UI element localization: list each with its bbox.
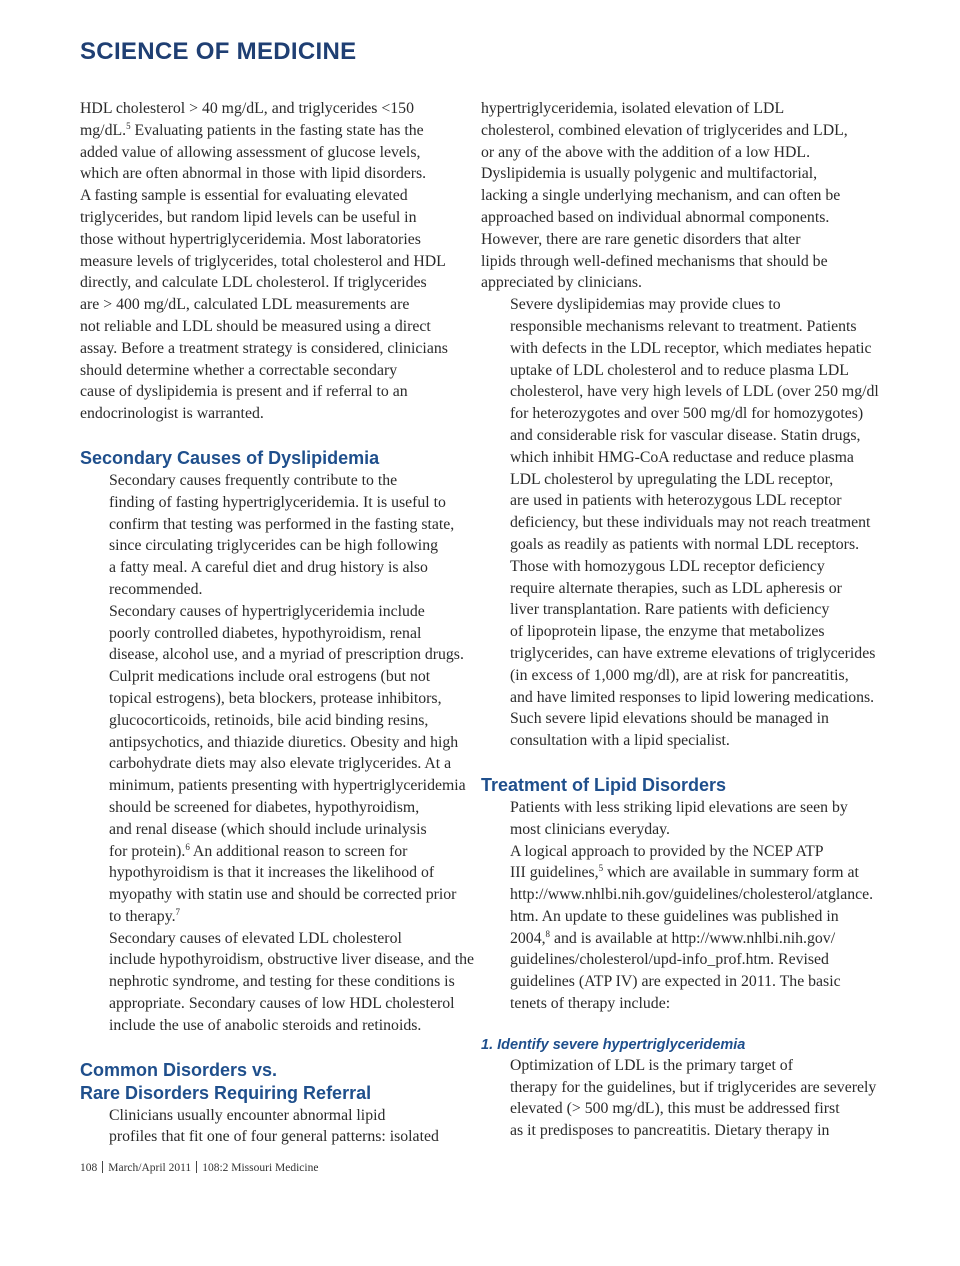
- footer-divider: [102, 1161, 103, 1173]
- page-number: 108: [80, 1162, 98, 1174]
- section-title: SCIENCE OF MEDICINE: [80, 38, 357, 65]
- citation-ref: 5: [598, 863, 604, 874]
- citation-ref: 7: [175, 906, 181, 917]
- journal-name: 108:2 Missouri Medicine: [202, 1162, 319, 1174]
- citation-ref: 6: [185, 841, 190, 852]
- citation-ref: 5: [126, 120, 131, 131]
- heading-identify-hypertriglyceridemia: 1. Identify severe hypertriglyceridemia: [481, 1036, 746, 1053]
- issue-date: March/April 2011: [108, 1162, 192, 1174]
- paragraph: A logical approach to provided by the NCEP ATP III guidelines,$^5$ which are available in summary form at http://www.nhlbi.nih.gov/guidelines/cholesterol/atglance. htm. An update to these guidelines was published in 2004,$^8$ and is available at http://www.nhlbi.nih.gov/ guidelines/cholesterol/upd-info_prof.htm. Revised guidelines (ATP IV) are expected in 2011. The basic tenets of therapy include:: [510, 842, 874, 1013]
- heading-treatment: Treatment of Lipid Disorders: [481, 774, 727, 795]
- paragraph: Severe dyslipidemias may provide clues to responsible mechanisms relevant to treatment. Patients with defects in the LDL receptor, which mediates hepatic uptake of LDL cholesterol and to reduce plasma LDL cholesterol, have very high levels of LDL (over 250 mg/dl for heterozygotes and over 500 mg/dl for homozygotes) and considerable risk for vascular disease. Statin drugs, which inhibit HMG-CoA reductase and reduce plasma LDL cholesterol by upregulating the LDL receptor, are used in patients with heterozygous LDL receptor deficiency, but these individuals may not reach treatment goals as readily as patients with normal LDL receptors. Those with homozygous LDL receptor deficiency require alternate therapies, such as LDL apheresis or liver transplantation. Rare patients with deficiency of lipoprotein lipase, the enzyme that metabolizes triglycerides, can have extreme elevations of triglycerides (in excess of 1,000 mg/dl), are at risk for pancreatitis, and have limited responses to lipid lowering medications. Such severe lipid elevations should be managed in consultation with a lipid specialist.: [510, 296, 879, 750]
- paragraph: hypertriglyceridemia, isolated elevation of LDL cholesterol, combined elevation of triglycerides and LDL, or any of the above with the addition of a low HDL. Dyslipidemia is usually polygenic and multifactorial, lacking a single underlying mechanism, and can often be approached based on individual abnormal components. However, there are rare genetic disorders that alter lipids through well-defined mechanisms that should be appreciated by clinicians.: [481, 100, 848, 292]
- left-column: [80, 98, 475, 1148]
- paragraph: HDL cholesterol > 40 mg/dL, and triglycerides <150 mg/dL.$^5$ Evaluating patients in the fasting state has the added value of allowing assessment of glucose levels, which are often abnormal in those with lipid disorders. A fasting sample is essential for evaluating elevated triglycerides, but random lipid levels can be useful in those without hypertriglyceridemia. Most laboratories measure levels of triglycerides, total cholesterol and HDL directly, and calculate LDL cholesterol. If triglycerides are > 400 mg/dL, calculated LDL measurements are not reliable and LDL should be measured using a direct assay. Before a treatment strategy is considered, clinicians should determine whether a correctable secondary cause of dyslipidemia is present and if referral to an endocrinologist is warranted.: [80, 100, 448, 423]
- heading-common-vs-rare: Common Disorders vs. Rare Disorders Requiring Referral: [80, 1059, 372, 1103]
- paragraph: Secondary causes of elevated LDL cholesterol include hypothyroidism, obstructive liver disease, and the nephrotic syndrome, and testing for these conditions is appropriate. Secondary causes of low HDL cholesterol include the use of anabolic steroids and retinoids.: [109, 929, 475, 1034]
- paragraph: Clinicians usually encounter abnormal lipid profiles that fit one of four general patterns: isolated: [109, 1106, 439, 1146]
- paragraph: Secondary causes frequently contribute to the finding of fasting hypertriglyceridemia. It is useful to confirm that testing was performed in the fasting state, since circulating triglycerides can be high following a fatty meal. A careful diet and drug history is also recommended.: [109, 471, 455, 598]
- paragraph: Optimization of LDL is the primary target of therapy for the guidelines, but if triglycerides are severely elevated (> 500 mg/dL), this must be addressed first as it predisposes to pancreatitis. Dietary therapy in: [510, 1056, 877, 1140]
- footer-divider: [196, 1161, 197, 1173]
- right-column: [481, 98, 879, 1142]
- paragraph: Secondary causes of hypertriglyceridemia include poorly controlled diabetes, hypothyroidism, renal disease, alcohol use, and a myriad of prescription drugs. Culprit medications include oral estrogens (but not topical estrogens), beta blockers, protease inhibitors, glucocorticoids, retinoids, bile acid binding resins, antipsychotics, and thiazide diuretics. Obesity and high carbohydrate diets may also elevate triglycerides. At a minimum, patients presenting with hypertriglyceridemia should be screened for diabetes, hypothyroidism, and renal disease (which should include urinalysis for protein).$^6$ An additional reason to screen for hypothyroidism is that it increases the likelihood of myopathy with statin use and should be corrected prior to therapy.$^7$: [109, 602, 466, 925]
- citation-ref: 8: [545, 928, 551, 939]
- page-footer: [80, 1161, 318, 1174]
- heading-secondary-causes: Secondary Causes of Dyslipidemia: [80, 447, 380, 468]
- paragraph: Patients with less striking lipid elevations are seen by most clinicians everyday.: [510, 798, 848, 838]
